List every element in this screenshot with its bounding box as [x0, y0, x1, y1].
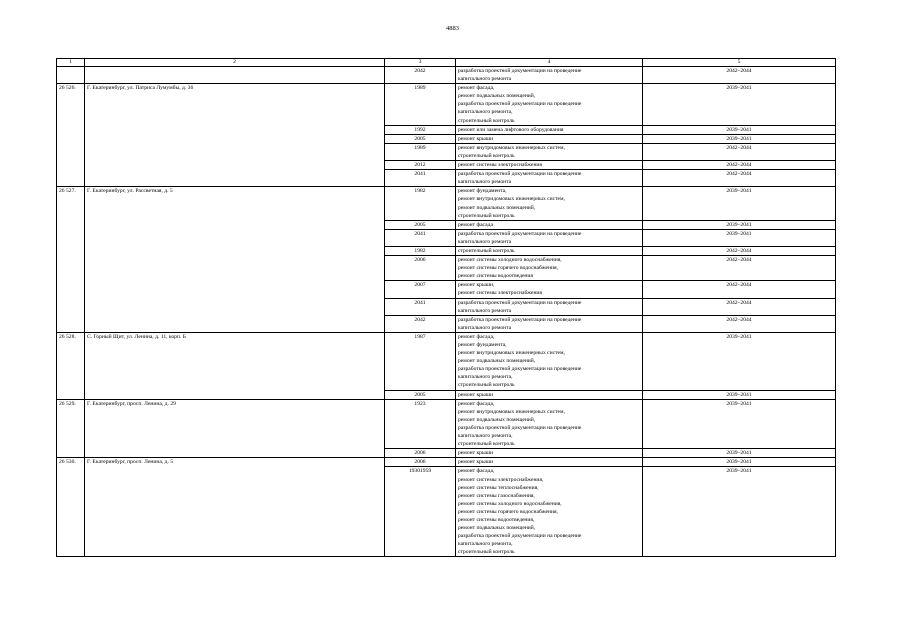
works-cell: ремонт фундамента, ремонт внутридомовых инженерных систем, ремонт подвальных помещений, строительный контроль — [456, 187, 643, 220]
works-cell: разработка проектной документации на проведение капитального ремонта — [456, 298, 643, 315]
table-header-row — [57, 59, 836, 67]
table-row — [57, 84, 836, 125]
table-row — [57, 67, 836, 84]
year-cell: 2042 — [385, 315, 456, 332]
works-cell: разработка проектной документации на проведение капитального ремонта — [456, 315, 643, 332]
works-cell: ремонт системы холодного водоснабжения, ремонт системы горячего водоснабжения, ремонт системы водоотведения — [456, 256, 643, 281]
period-cell: 2039–2041 — [643, 467, 836, 557]
year-cell: 2007 — [385, 281, 456, 298]
column-header-1: 1 — [57, 59, 85, 67]
works-cell: ремонт крыши, ремонт системы электроснабжения — [456, 281, 643, 298]
year-cell: 1989 — [385, 143, 456, 160]
page-number: 4883 — [446, 25, 459, 32]
table-row — [57, 187, 836, 220]
works-cell: ремонт фасада, ремонт внутридомовых инженерных систем, ремонт подвальных помещений, разработка проектной документации на проведение капитального ремонта, строительный контроль — [456, 399, 643, 449]
entry-number-cell: 26 528. — [57, 332, 85, 399]
works-cell: ремонт крыши — [456, 458, 643, 467]
period-cell: 2039–2041 — [643, 449, 836, 458]
year-cell: 1923 — [385, 399, 456, 449]
year-cell: 2006 — [385, 458, 456, 467]
table-body — [57, 67, 836, 557]
period-cell: 2039–2041 — [643, 84, 836, 125]
column-header-4: 4 — [456, 59, 643, 67]
entry-number-cell: 26 530. — [57, 458, 85, 557]
period-cell: 2039–2041 — [643, 125, 836, 134]
period-cell: 2042–2044 — [643, 256, 836, 281]
year-cell: 1987 — [385, 332, 456, 390]
period-cell: 2039–2041 — [643, 458, 836, 467]
address-cell: Г. Екатеринбург, просп. Ленина, д. 5 — [85, 458, 385, 557]
period-cell: 2042–2044 — [643, 161, 836, 170]
year-cell: 2005 — [385, 134, 456, 143]
entry-number-cell — [57, 67, 85, 84]
period-cell: 2039–2041 — [643, 229, 836, 246]
year-cell: 1982 — [385, 246, 456, 255]
works-cell: ремонт крыши — [456, 449, 643, 458]
works-cell: разработка проектной документации на проведение капитального ремонта — [456, 229, 643, 246]
year-cell: 1982 — [385, 187, 456, 220]
period-cell: 2042–2044 — [643, 315, 836, 332]
works-cell: ремонт крыши — [456, 134, 643, 143]
period-cell: 2039–2041 — [643, 134, 836, 143]
period-cell: 2042–2044 — [643, 246, 836, 255]
address-cell: С. Горный Щит, ул. Ленина, д. 11, корп. Б — [85, 332, 385, 399]
period-cell: 2042–2044 — [643, 298, 836, 315]
works-cell: ремонт фасада — [456, 220, 643, 229]
year-cell: 2005 — [385, 220, 456, 229]
capital-repair-table — [56, 58, 836, 557]
entry-number-cell: 26 526. — [57, 84, 85, 187]
address-cell: Г. Екатеринбург, просп. Ленина, д. 29 — [85, 399, 385, 458]
entry-number-cell: 26 527. — [57, 187, 85, 333]
works-cell: ремонт системы электроснабжения — [456, 161, 643, 170]
period-cell: 2042–2044 — [643, 281, 836, 298]
works-cell: ремонт крыши — [456, 390, 643, 399]
year-cell: 19301959 — [385, 467, 456, 557]
works-cell: ремонт внутридомовых инженерных систем, строительный контроль — [456, 143, 643, 160]
column-header-3: 3 — [385, 59, 456, 67]
year-cell: 2006 — [385, 449, 456, 458]
period-cell: 2042–2044 — [643, 67, 836, 84]
period-cell: 2042–2044 — [643, 170, 836, 187]
period-cell: 2039–2041 — [643, 390, 836, 399]
works-cell: ремонт фасада, ремонт подвальных помещений, разработка проектной документации на проведение капитального ремонта, строительный контроль — [456, 84, 643, 125]
period-cell: 2039–2041 — [643, 332, 836, 390]
period-cell: 2042–2044 — [643, 143, 836, 160]
year-cell: 2005 — [385, 390, 456, 399]
year-cell: 1989 — [385, 84, 456, 125]
address-cell — [85, 67, 385, 84]
works-cell: разработка проектной документации на проведение капитального ремонта — [456, 67, 643, 84]
year-cell: 2012 — [385, 161, 456, 170]
year-cell: 1992 — [385, 125, 456, 134]
period-cell: 2039–2041 — [643, 187, 836, 220]
works-cell: ремонт фасада, ремонт системы электроснабжения, ремонт системы теплоснабжения, ремонт системы газоснабжения, ремонт системы холодного водоснабжения, ремонт системы горячего водоснабжения, ремонт системы водоотведения, ремонт подвальных помещений, разработка проектной документации на проведение капитального ремонта, строительный контроль — [456, 467, 643, 557]
table-row — [57, 458, 836, 467]
column-header-2: 2 — [85, 59, 385, 67]
column-header-5: 5 — [643, 59, 836, 67]
table-row — [57, 332, 836, 390]
table-row — [57, 399, 836, 449]
address-cell: Г. Екатеринбург, ул. Рассветная, д. 5 — [85, 187, 385, 333]
entry-number-cell: 26 529. — [57, 399, 85, 458]
works-cell: разработка проектной документации на проведение капитального ремонта — [456, 170, 643, 187]
works-cell: строительный контроль — [456, 246, 643, 255]
year-cell: 2041 — [385, 170, 456, 187]
period-cell: 2039–2041 — [643, 399, 836, 449]
works-cell: ремонт фасада, ремонт фундамента, ремонт внутридомовых инженерных систем, ремонт подвальных помещений, разработка проектной документации на проведение капитального ремонта, строительный контроль — [456, 332, 643, 390]
year-cell: 2041 — [385, 229, 456, 246]
works-cell: ремонт или замена лифтового оборудования — [456, 125, 643, 134]
year-cell: 2006 — [385, 256, 456, 281]
period-cell: 2039–2041 — [643, 220, 836, 229]
year-cell: 2042 — [385, 67, 456, 84]
year-cell: 2041 — [385, 298, 456, 315]
address-cell: Г. Екатеринбург, ул. Патриса Лумумбы, д. 36 — [85, 84, 385, 187]
